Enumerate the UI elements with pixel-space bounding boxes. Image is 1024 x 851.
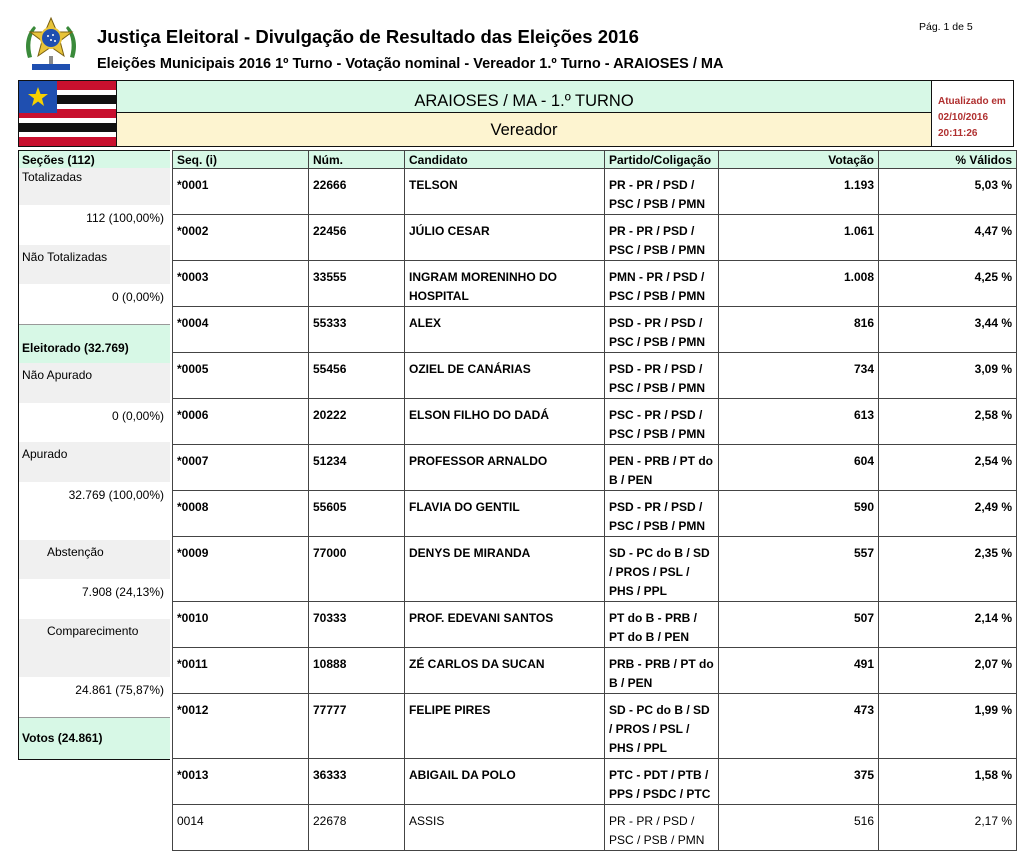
cell-party: PSD - PR / PSD / PSC / PSB / PMN [605, 307, 719, 353]
cell-votes: 491 [719, 648, 879, 694]
office-title: Vereador [117, 113, 931, 146]
cell-num: 55333 [309, 307, 405, 353]
totalizadas-label: Totalizadas [19, 168, 170, 205]
cell-pct: 5,03 % [879, 169, 1017, 215]
cell-votes: 473 [719, 694, 879, 759]
cell-votes: 507 [719, 602, 879, 648]
cell-num: 77000 [309, 537, 405, 602]
cell-candidate: ZÉ CARLOS DA SUCAN [405, 648, 605, 694]
cell-seq: *0005 [173, 353, 309, 399]
table-row [173, 399, 1017, 445]
page-title: Justiça Eleitoral - Divulgação de Resultado das Eleições 2016 [97, 26, 639, 47]
comparecimento-label: Comparecimento [19, 619, 170, 677]
table-row [173, 537, 1017, 602]
cell-party: PR - PR / PSD / PSC / PSB / PMN [605, 169, 719, 215]
summary-sidebar [18, 150, 170, 760]
cell-num: 10888 [309, 648, 405, 694]
cell-seq: *0012 [173, 694, 309, 759]
header-pct: % Válidos [879, 151, 1017, 169]
maranhao-flag-icon [19, 81, 116, 146]
page-subtitle: Eleições Municipais 2016 1º Turno - Votação nominal - Vereador 1.º Turno - ARAIOSES / MA [97, 56, 724, 72]
cell-candidate: DENYS DE MIRANDA [405, 537, 605, 602]
cell-votes: 613 [719, 399, 879, 445]
update-label: Atualizado em [938, 96, 1006, 107]
cell-party: PMN - PR / PSD / PSC / PSB / PMN [605, 261, 719, 307]
cell-party: PR - PR / PSD / PSC / PSB / PMN [605, 215, 719, 261]
header-num: Núm. [309, 151, 405, 169]
cell-votes: 1.193 [719, 169, 879, 215]
cell-seq: 0014 [173, 805, 309, 851]
cell-party: PR - PR / PSD / PSC / PSB / PMN [605, 805, 719, 851]
cell-party: PSC - PR / PSD / PSC / PSB / PMN [605, 399, 719, 445]
table-row [173, 602, 1017, 648]
cell-votes: 557 [719, 537, 879, 602]
table-row [173, 491, 1017, 537]
cell-party: PSD - PR / PSD / PSC / PSB / PMN [605, 491, 719, 537]
cell-party: PT do B - PRB / PT do B / PEN [605, 602, 719, 648]
cell-candidate: TELSON [405, 169, 605, 215]
cell-candidate: INGRAM MORENINHO DO HOSPITAL [405, 261, 605, 307]
cell-candidate: FELIPE PIRES [405, 694, 605, 759]
cell-pct: 2,17 % [879, 805, 1017, 851]
cell-party: SD - PC do B / SD / PROS / PSL / PHS / PPL [605, 694, 719, 759]
cell-candidate: ASSIS [405, 805, 605, 851]
table-row [173, 759, 1017, 805]
cell-pct: 4,47 % [879, 215, 1017, 261]
cell-party: PTC - PDT / PTB / PPS / PSDC / PTC [605, 759, 719, 805]
header-seq: Seq. (i) [173, 151, 309, 169]
update-date: 02/10/2016 [938, 112, 989, 123]
cell-votes: 590 [719, 491, 879, 537]
cell-pct: 3,09 % [879, 353, 1017, 399]
brazil-coat-of-arms-icon [22, 14, 80, 76]
cell-seq: *0003 [173, 261, 309, 307]
cell-votes: 1.008 [719, 261, 879, 307]
table-row [173, 648, 1017, 694]
cell-candidate: PROF. EDEVANI SANTOS [405, 602, 605, 648]
header-candidate: Candidato [405, 151, 605, 169]
cell-seq: *0001 [173, 169, 309, 215]
votos-header: Votos (24.861) [19, 717, 170, 760]
cell-votes: 734 [719, 353, 879, 399]
table-row [173, 353, 1017, 399]
apurado-value: 32.769 (100,00%) [19, 482, 170, 540]
table-row [173, 805, 1017, 851]
cell-votes: 375 [719, 759, 879, 805]
cell-seq: *0013 [173, 759, 309, 805]
cell-candidate: JÚLIO CESAR [405, 215, 605, 261]
page-number: Pág. 1 de 5 [919, 21, 973, 33]
cell-seq: *0008 [173, 491, 309, 537]
cell-seq: *0004 [173, 307, 309, 353]
cell-num: 22456 [309, 215, 405, 261]
cell-votes: 516 [719, 805, 879, 851]
cell-party: PEN - PRB / PT do B / PEN [605, 445, 719, 491]
nao-totalizadas-value: 0 (0,00%) [19, 284, 170, 324]
cell-pct: 2,35 % [879, 537, 1017, 602]
cell-votes: 1.061 [719, 215, 879, 261]
cell-num: 55456 [309, 353, 405, 399]
nao-apurado-value: 0 (0,00%) [19, 403, 170, 442]
cell-candidate: ABIGAIL DA POLO [405, 759, 605, 805]
update-time: 20:11:26 [938, 128, 978, 139]
location-banner [18, 80, 1014, 147]
totalizadas-value: 112 (100,00%) [19, 205, 170, 245]
update-timestamp [938, 94, 1006, 142]
cell-pct: 3,44 % [879, 307, 1017, 353]
cell-pct: 1,99 % [879, 694, 1017, 759]
cell-candidate: OZIEL DE CANÁRIAS [405, 353, 605, 399]
cell-num: 70333 [309, 602, 405, 648]
cell-pct: 4,25 % [879, 261, 1017, 307]
cell-pct: 2,58 % [879, 399, 1017, 445]
cell-num: 22666 [309, 169, 405, 215]
cell-num: 55605 [309, 491, 405, 537]
cell-num: 51234 [309, 445, 405, 491]
cell-pct: 2,54 % [879, 445, 1017, 491]
table-row [173, 215, 1017, 261]
cell-seq: *0006 [173, 399, 309, 445]
cell-candidate: FLAVIA DO GENTIL [405, 491, 605, 537]
cell-party: PSD - PR / PSD / PSC / PSB / PMN [605, 353, 719, 399]
cell-seq: *0009 [173, 537, 309, 602]
table-row [173, 445, 1017, 491]
cell-pct: 2,07 % [879, 648, 1017, 694]
cell-num: 36333 [309, 759, 405, 805]
cell-seq: *0011 [173, 648, 309, 694]
cell-pct: 2,14 % [879, 602, 1017, 648]
cell-party: SD - PC do B / SD / PROS / PSL / PHS / PPL [605, 537, 719, 602]
table-row [173, 169, 1017, 215]
nao-totalizadas-label: Não Totalizadas [19, 245, 170, 284]
cell-seq: *0007 [173, 445, 309, 491]
table-row [173, 694, 1017, 759]
cell-num: 20222 [309, 399, 405, 445]
city-round-title: ARAIOSES / MA - 1.º TURNO [117, 81, 931, 113]
table-header-row [173, 151, 1017, 169]
header-votes: Votação [719, 151, 879, 169]
secoes-header: Seções (112) [19, 151, 170, 168]
cell-num: 77777 [309, 694, 405, 759]
cell-candidate: ALEX [405, 307, 605, 353]
comparecimento-value: 24.861 (75,87%) [19, 677, 170, 717]
banner-center [116, 81, 932, 146]
cell-num: 33555 [309, 261, 405, 307]
cell-votes: 604 [719, 445, 879, 491]
eleitorado-header: Eleitorado (32.769) [19, 324, 170, 363]
abstencao-value: 7.908 (24,13%) [19, 579, 170, 619]
cell-seq: *0010 [173, 602, 309, 648]
nao-apurado-label: Não Apurado [19, 363, 170, 403]
cell-candidate: ELSON FILHO DO DADÁ [405, 399, 605, 445]
results-table [172, 150, 1017, 851]
cell-candidate: PROFESSOR ARNALDO [405, 445, 605, 491]
cell-votes: 816 [719, 307, 879, 353]
table-row [173, 261, 1017, 307]
cell-num: 22678 [309, 805, 405, 851]
cell-seq: *0002 [173, 215, 309, 261]
apurado-label: Apurado [19, 442, 170, 482]
table-row [173, 307, 1017, 353]
cell-party: PRB - PRB / PT do B / PEN [605, 648, 719, 694]
cell-pct: 2,49 % [879, 491, 1017, 537]
abstencao-label: Abstenção [19, 540, 170, 579]
header-party: Partido/Coligação [605, 151, 719, 169]
cell-pct: 1,58 % [879, 759, 1017, 805]
